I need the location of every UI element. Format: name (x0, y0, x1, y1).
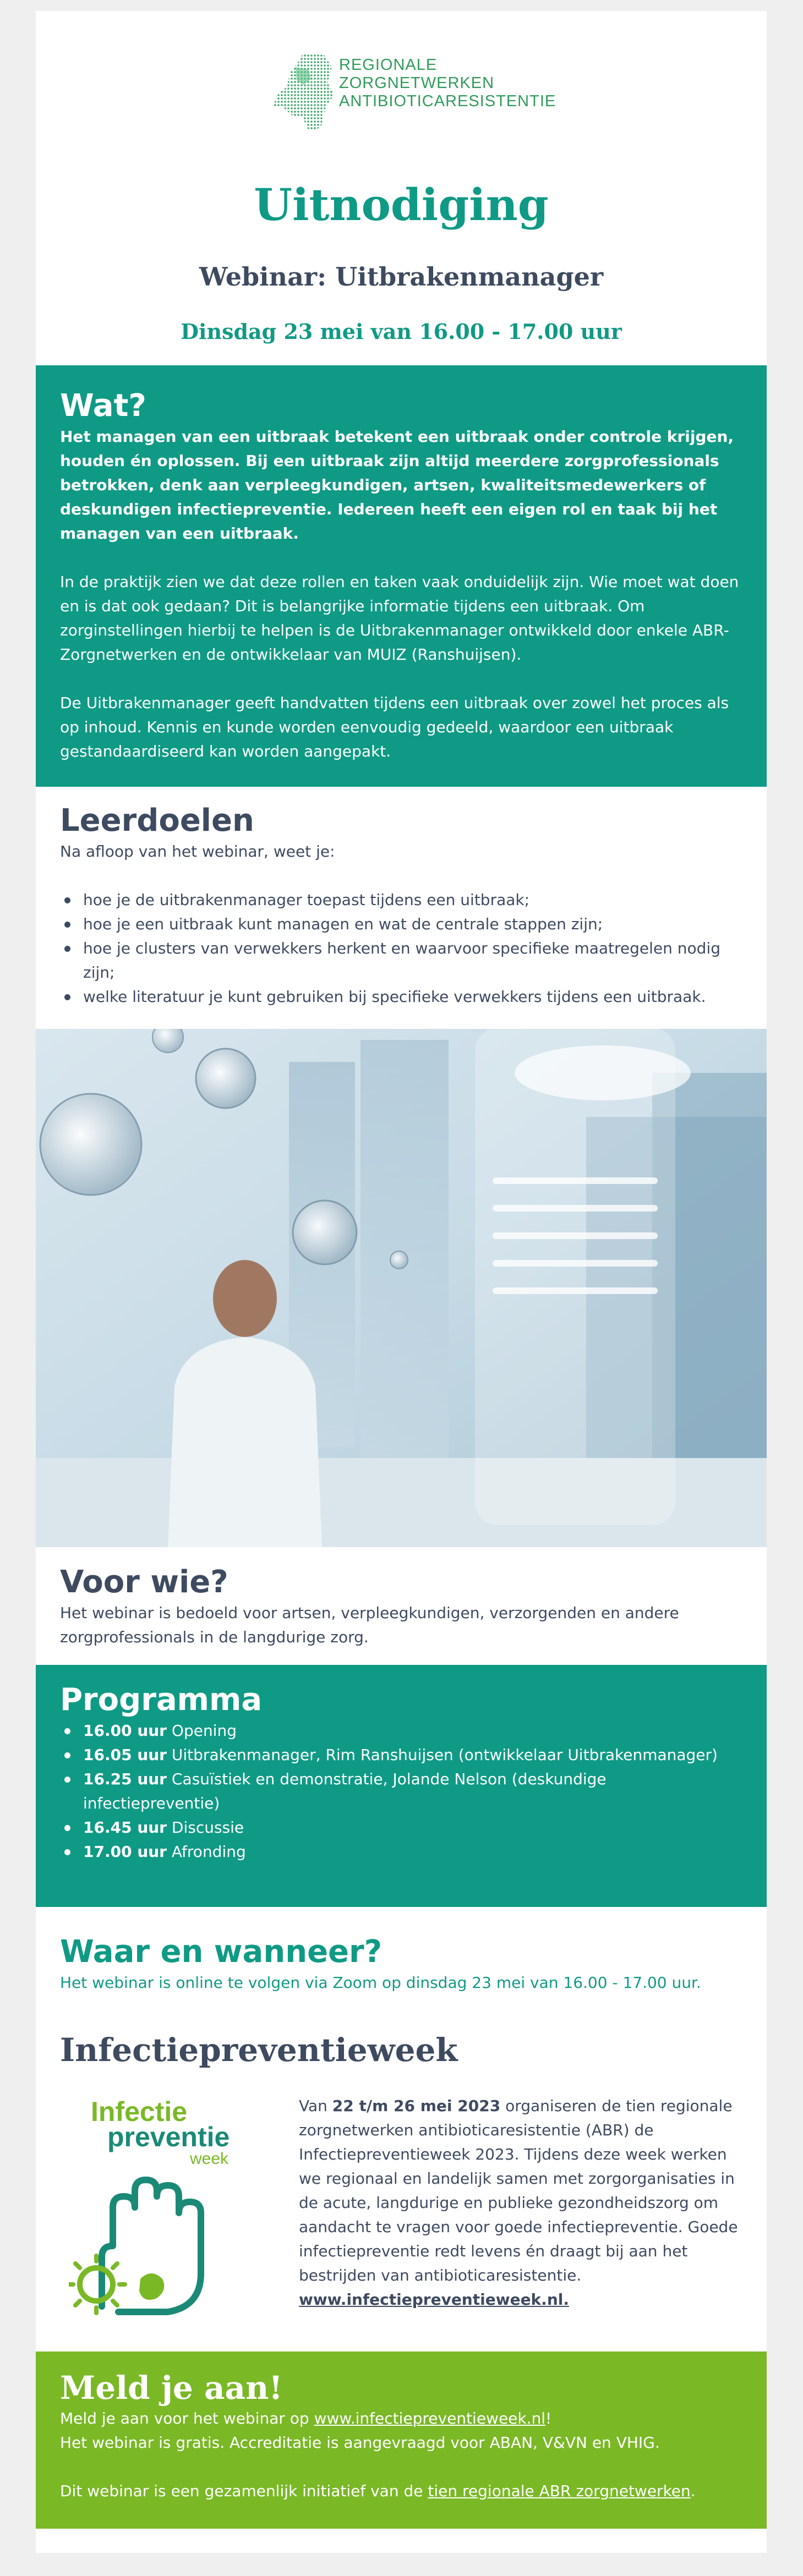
list-item (60, 1743, 742, 1767)
hand-virus-icon (69, 2174, 261, 2317)
ipw-website-link[interactable]: www.infectiepreventieweek.nl. (299, 2290, 569, 2309)
list-item (60, 1816, 742, 1840)
register-link[interactable]: www.infectiepreventieweek.nl (314, 2409, 546, 2427)
logo-line-1: REGIONALE (339, 56, 438, 74)
list-item: hoe je clusters van verwekkers herkent en waarvoor specifieke maatregelen nodig zijn; (60, 936, 742, 985)
page-title: Uitnodiging (254, 179, 549, 231)
waar-heading: Waar en wanneer? (60, 1934, 383, 1970)
section-meld-je-aan (36, 2352, 767, 2529)
wat-intro: Het managen van een uitbraak betekent een uitbraak onder controle krijgen, houden én oplossen. Bij een uitbraak zijn altijd meerdere zorgprofessionals betrokken, denk aan verpleegkundigen, artsen, kwaliteitsmedewerkers of deskundigen infectiepreventie. Iedereen heeft een eigen rol en taak bij het managen van een uitbraak. (60, 427, 734, 542)
wat-paragraph-2: In de praktijk zien we dat deze rollen en taken vaak onduidelijk zijn. Wie moet wat doen en is dat ook gedaan? Dit is belangrijke informatie tijdens een uitbraak. Om zorginstellingen hierbij te helpen is de Uitbrakenmanager ontwikkeld door enkele ABR-Zorgnetwerken en de ontwikkelaar van MUIZ (Ranshuijsen). (60, 573, 739, 664)
webinar-subtitle: Webinar: Uitbrakenmanager (199, 262, 604, 292)
section-voor-wie (36, 1547, 767, 1665)
ipw-dates: 22 t/m 26 mei 2023 (332, 2097, 501, 2115)
webinar-date: Dinsdag 23 mei van 16.00 - 17.00 uur (181, 319, 622, 344)
ipw-logo-line-3: week (190, 2150, 229, 2168)
logo-line-3: ANTIBIOTICARESISTENTIE (339, 92, 556, 110)
programma-list (60, 1719, 742, 1864)
abr-networks-link[interactable]: tien regionale ABR zorgnetwerken (428, 2482, 691, 2500)
list-item (60, 1767, 742, 1816)
program-text: Opening (167, 1722, 237, 1740)
meld-line-1-a: Meld je aan voor het webinar op (60, 2409, 314, 2427)
program-text: Afronding (167, 1843, 246, 1861)
section-wat (36, 365, 767, 787)
ipw-text (299, 2094, 745, 2312)
meld-line-1-b: ! (545, 2409, 552, 2427)
section-infectiepreventieweek (36, 2015, 767, 2352)
logo-line-2: ZORGNETWERKEN (339, 74, 495, 92)
ipw-text-1: Van (299, 2097, 332, 2115)
list-item: hoe je een uitbraak kunt managen en wat de centrale stappen zijn; (60, 912, 742, 936)
leerdoelen-list (60, 888, 742, 1009)
abr-logo (270, 45, 556, 139)
program-text: Discussie (167, 1818, 244, 1837)
wat-heading: Wat? (60, 388, 146, 424)
programma-heading: Programma (60, 1682, 263, 1718)
infectiepreventieweek-logo (69, 2097, 261, 2317)
meld-line-3 (60, 2479, 742, 2503)
virus-city-illustration (36, 1029, 767, 1547)
ipw-logo-line-1: Infectie (91, 2096, 188, 2127)
meld-line-1 (60, 2407, 742, 2431)
hero-image (36, 1029, 767, 1547)
program-time: 16.25 uur (83, 1770, 167, 1788)
section-programma (36, 1665, 767, 1907)
section-waar-en-wanneer (36, 1907, 767, 2015)
meld-line-3-b: . (690, 2482, 696, 2500)
ipw-text-2: organiseren de tien regionale zorgnetwerken antibioticaresistentie (ABR) de Infectiepreventieweek 2023. Tijdens deze week werken we regionaal en landelijk samen met zorgorganisaties in de acute, langdurige en publieke gezondheidszorg om aandacht te vragen voor goede infectiepreventie. Goede infectiepreventie redt levens én draagt bij aan het bestrijden van antibioticaresistentie. (299, 2097, 738, 2284)
waar-text: Het webinar is online te volgen via Zoom op dinsdag 23 mei van 16.00 - 17.00 uur. (60, 1974, 701, 1992)
email-card (36, 11, 767, 2553)
leerdoelen-heading: Leerdoelen (60, 803, 254, 838)
list-item: welke literatuur je kunt gebruiken bij specifieke verwekkers tijdens een uitbraak. (60, 985, 742, 1009)
meld-heading: Meld je aan! (60, 2369, 283, 2407)
program-time: 16.00 uur (83, 1722, 167, 1740)
wat-paragraph-3: De Uitbrakenmanager geeft handvatten tijdens een uitbraak over zowel het proces als op inhoud. Kennis en kunde worden eenvoudig gedeeld, waardoor een uitbraak gestandaardiseerd kan worden aangepakt. (60, 694, 729, 760)
program-time: 17.00 uur (83, 1843, 167, 1861)
netherlands-map-icon (270, 51, 336, 133)
meld-line-2: Het webinar is gratis. Accreditatie is aangevraagd voor ABAN, V&VN en VHIG. (60, 2434, 660, 2452)
list-item (60, 1719, 742, 1743)
program-time: 16.05 uur (83, 1746, 167, 1764)
meld-line-3-a: Dit webinar is een gezamenlijk initiatief van de (60, 2482, 428, 2500)
section-leerdoelen (36, 787, 767, 1033)
program-time: 16.45 uur (83, 1818, 167, 1837)
list-item: hoe je de uitbrakenmanager toepast tijdens een uitbraak; (60, 888, 742, 912)
list-item (60, 1840, 742, 1864)
ipw-heading: Infectiepreventieweek (60, 2031, 458, 2069)
voor-wie-heading: Voor wie? (60, 1564, 228, 1600)
program-text: Uitbrakenmanager, Rim Ranshuijsen (ontwikkelaar Uitbrakenmanager) (167, 1746, 718, 1764)
ipw-logo-line-2: preventie (107, 2122, 230, 2152)
leerdoelen-intro: Na afloop van het webinar, weet je: (60, 842, 335, 861)
program-text: Casuïstiek en demonstratie, Jolande Nelson (deskundige infectiepreventie) (83, 1770, 607, 1812)
voor-wie-text: Het webinar is bedoeld voor artsen, verpleegkundigen, verzorgenden en andere zorgprofessionals in de langdurige zorg. (60, 1604, 679, 1646)
